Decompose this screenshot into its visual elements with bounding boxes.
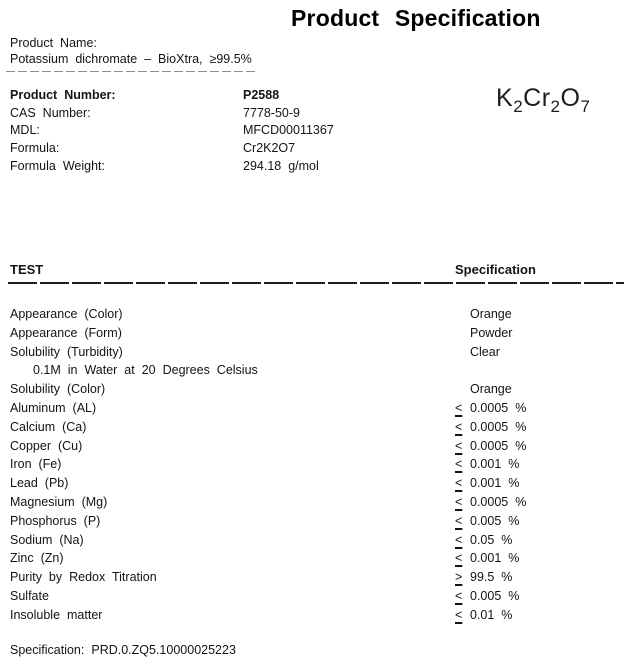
table-header-test: TEST [10,262,44,277]
spec-value: 0.001 % [470,457,520,472]
table-row [0,568,627,587]
table-row [0,606,627,625]
spec-value: 0.0005 % [470,419,527,434]
relation-symbol: < [455,513,463,528]
product-info-row [0,122,627,140]
relation-symbol: < [455,551,463,566]
spec-value: Powder [470,325,513,340]
test-name: Sulfate [10,588,49,603]
table-row [0,361,627,380]
relation-symbol: < [455,419,463,434]
spec-cell [455,324,512,343]
table-row [0,474,627,493]
relation-symbol: > [455,570,463,585]
spec-cell [455,606,512,625]
info-label: MDL: [10,123,40,138]
spec-cell [455,380,512,399]
test-name: Appearance (Form) [10,325,122,340]
test-name: Solubility (Turbidity) [10,344,123,359]
formula-element: O [560,84,581,112]
info-value: 7778-50-9 [243,105,300,120]
table-row [0,324,627,343]
test-name: Sodium (Na) [10,532,84,547]
spec-value: Clear [470,344,500,359]
table-header-divider [8,282,624,284]
footer-label: Specification: [10,643,85,657]
table-row [0,531,627,550]
spec-table-rows [0,305,627,625]
spec-value: 0.001 % [470,476,520,491]
info-label: Formula: [10,141,60,156]
formula-subscript: 2 [513,97,524,116]
relation-symbol: < [455,607,463,622]
spec-cell [455,493,526,512]
table-row [0,587,627,606]
spec-value: 99.5 % [470,570,513,585]
spec-cell [455,512,519,531]
spec-value: 0.05 % [470,532,513,547]
spec-cell [455,549,519,568]
spec-value: 0.01 % [470,607,513,622]
chemical-formula-graphic [496,84,591,116]
relation-symbol: < [455,438,463,453]
test-name: Aluminum (AL) [10,400,97,415]
product-info-row [0,158,627,176]
test-name: Zinc (Zn) [10,551,64,566]
table-row [0,512,627,531]
table-row [0,493,627,512]
table-row [0,549,627,568]
spec-cell [455,305,512,324]
spec-value: 0.001 % [470,551,520,566]
table-row [0,455,627,474]
spec-cell [455,531,512,550]
test-name: Appearance (Color) [10,307,123,321]
relation-symbol: < [455,588,463,603]
section-divider [6,71,255,72]
test-name: Copper (Cu) [10,438,83,453]
table-row [0,305,627,324]
info-value: MFCD00011367 [243,123,334,138]
spec-value: Orange [470,382,512,397]
spec-cell [455,437,526,456]
info-label: CAS Number: [10,105,91,120]
table-header-specification: Specification [455,262,536,277]
test-name: Phosphorus (P) [10,513,101,528]
table-row [0,437,627,456]
relation-symbol: < [455,476,463,491]
test-name: Lead (Pb) [10,476,69,491]
spec-value: 0.005 % [470,513,520,528]
spec-cell [455,474,519,493]
spec-cell [455,418,526,437]
relation-symbol: < [455,400,463,415]
formula-element: K [496,84,514,112]
formula-element: Cr [523,84,551,112]
spec-value: 0.0005 % [470,438,527,453]
test-name: 0.1M in Water at 20 Degrees Celsius [33,363,258,378]
spec-cell [455,399,526,418]
product-name-value: Potassium dichromate – BioXtra, ≥99.5% [10,52,252,66]
formula-subscript: 7 [580,97,591,116]
relation-symbol: < [455,457,463,472]
table-row [0,343,627,362]
spec-value: 0.005 % [470,588,520,603]
test-name: Calcium (Ca) [10,419,87,434]
formula-subscript: 2 [550,97,561,116]
info-label: Formula Weight: [10,158,105,173]
test-name: Iron (Fe) [10,457,62,472]
spec-value: Orange [470,307,512,321]
spec-cell [455,361,470,380]
relation-symbol: < [455,532,463,547]
info-label: Product Number: [10,88,116,102]
table-row [0,399,627,418]
spec-value: 0.0005 % [470,494,527,509]
footer-value: PRD.0.ZQ5.10000025223 [91,643,236,657]
spec-cell [455,343,500,362]
info-value: 294.18 g/mol [243,158,319,173]
product-name-label: Product Name: [10,36,97,50]
spec-cell [455,568,512,587]
spec-value: 0.0005 % [470,400,527,415]
test-name: Purity by Redox Titration [10,570,157,585]
info-value: P2588 [243,88,280,102]
relation-symbol: < [455,494,463,509]
info-value: Cr2K2O7 [243,141,296,156]
spec-cell [455,455,519,474]
footer-specification-id [10,643,236,657]
table-row [0,418,627,437]
test-name: Magnesium (Mg) [10,494,108,509]
test-name: Insoluble matter [10,607,103,622]
spec-cell [455,587,519,606]
product-info-row [0,140,627,158]
page-title: Product Specification [291,5,541,31]
table-row [0,380,627,399]
test-name: Solubility (Color) [10,382,106,397]
